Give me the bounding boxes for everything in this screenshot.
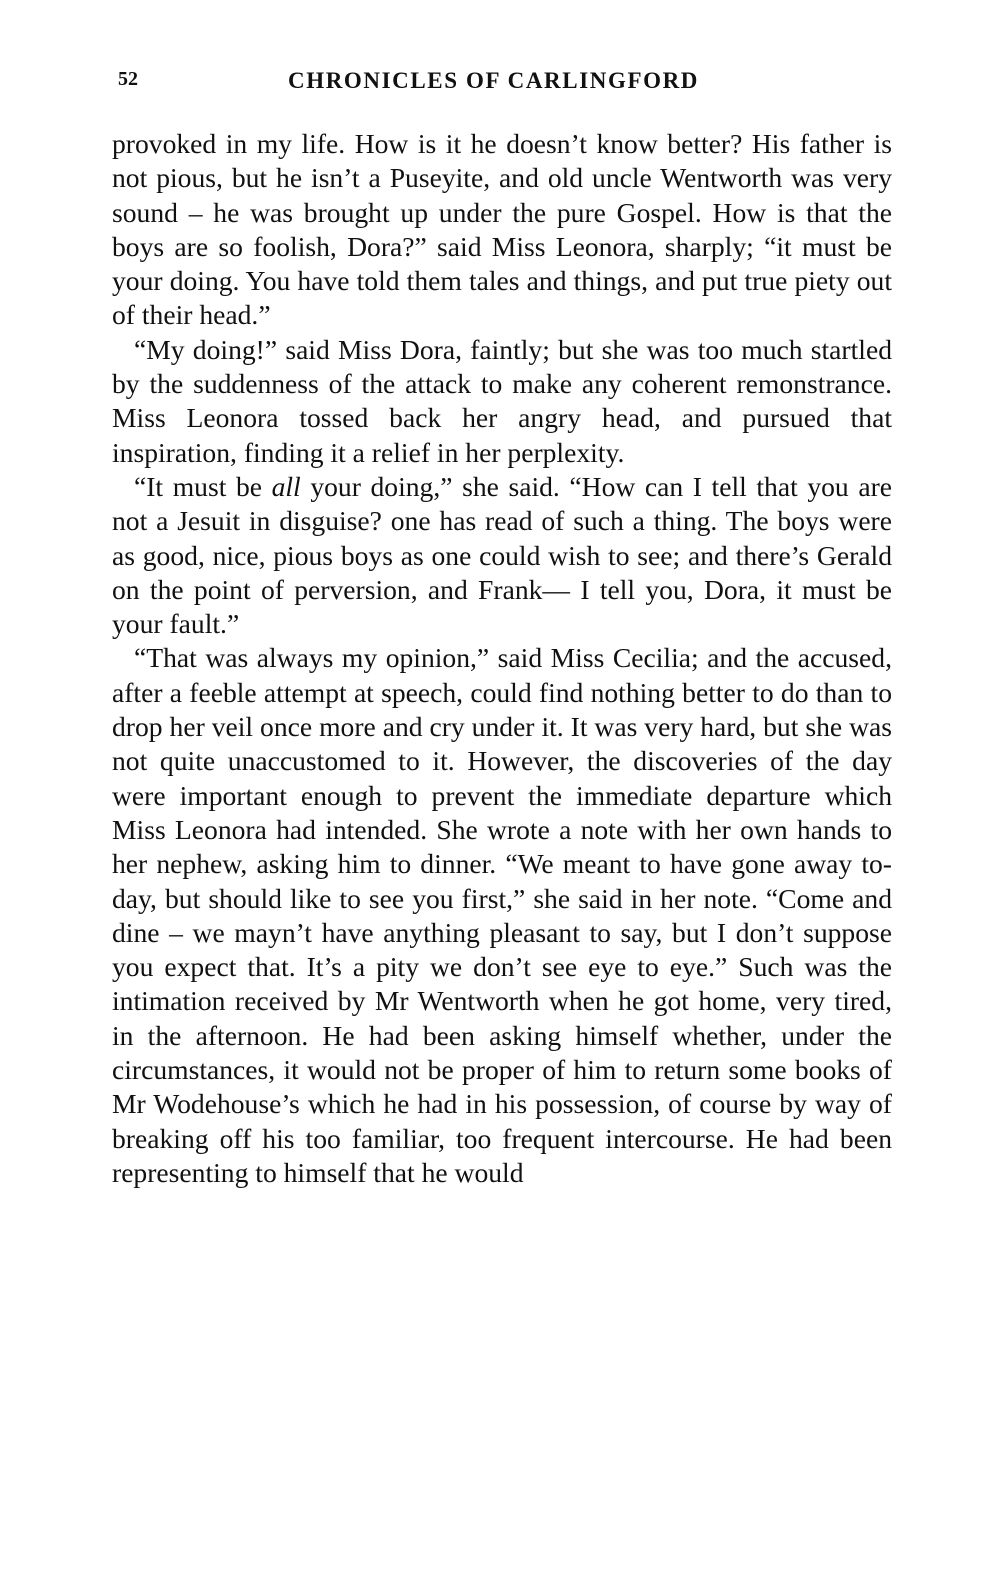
- running-title: CHRONICLES OF CARLINGFORD: [288, 68, 700, 93]
- body-text: [112, 127, 892, 1190]
- page-header: [112, 68, 892, 102]
- emphasis-all: all: [271, 470, 301, 502]
- paragraph-2: “My doing!” said Miss Dora, faintly; but she was too much startled by the suddenness of the attack to make any coherent remonstrance. Miss Leonora tossed back her angry head, and pursued that inspiration, finding it a relief in her perplexity.: [112, 333, 892, 468]
- page-number: 52: [118, 68, 138, 90]
- paragraph-3: [112, 470, 892, 641]
- paragraph-3-rest: your doing,” she said. “How can I tell that you are not a Jesuit in disguise? one has read of such a thing. The boys were as good, nice, pious boys as one could wish to see; and there’s Gerald on the point of perversion, and Frank— I tell you, Dora, it must be your fault.”: [112, 470, 893, 640]
- paragraph-4: “That was always my opinion,” said Miss Cecilia; and the accused, after a feeble attempt at speech, could find nothing better to do than to drop her veil once more and cry under it. It was very hard, but she was not quite unaccustomed to it. However, the discoveries of the day were important enough to prevent the immediate departure which Miss Leonora had intended. She wrote a note with her own hands to her nephew, asking him to dinner. “We meant to have gone away to-day, but should like to see you first,” she said in her note. “Come and dine – we mayn’t have anything pleasant to say, but I don’t suppose you expect that. It’s a pity we don’t see eye to eye.” Such was the intimation received by Mr Wentworth when he got home, very tired, in the afternoon. He had been asking himself whether, under the circumstances, it would not be proper of him to return some books of Mr Wodehouse’s which he had in his possession, of course by way of breaking off his too familiar, too frequent intercourse. He had been representing to himself that he would: [112, 642, 892, 1188]
- paragraph-1: provoked in my life. How is it he doesn’t know better? His father is not pious, but he isn’t a Puseyite, and old uncle Wentworth was very sound – he was brought up under the pure Gospel. How is that the boys are so foolish, Dora?” said Miss Leonora, sharply; “it must be your doing. You have told them tales and things, and put true piety out of their head.”: [112, 128, 892, 331]
- paragraph-3-start: “It must be: [134, 470, 272, 502]
